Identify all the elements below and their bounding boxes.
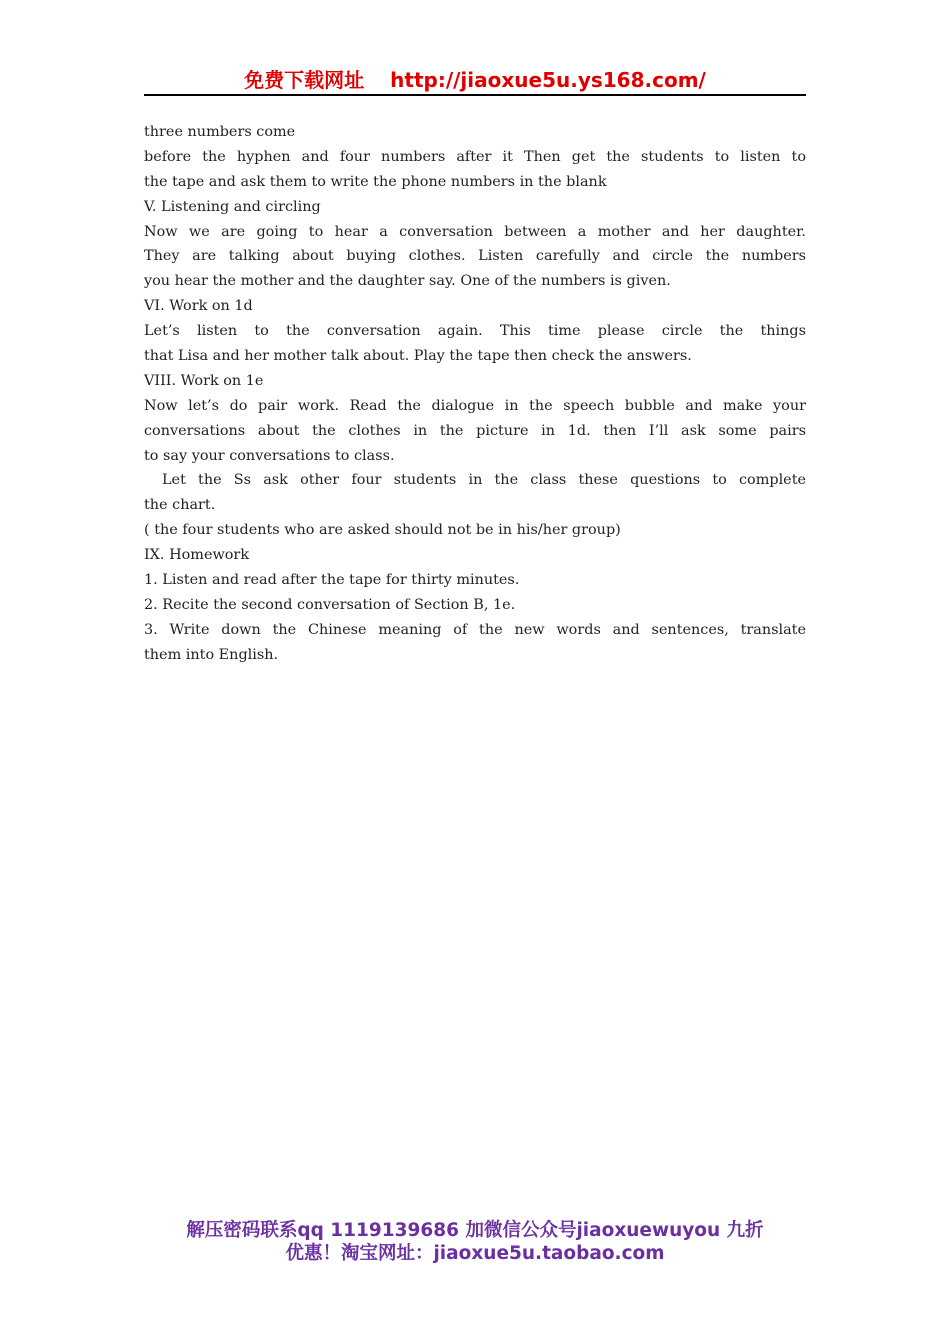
footer-shop-line: 优惠！淘宝网址：jiaoxue5u.taobao.com	[285, 1243, 665, 1264]
section-heading: V. Listening and circling	[144, 198, 321, 215]
text-line: They are talking about buying clothes. Listen carefully and circle the numbers	[144, 248, 806, 265]
section-heading: VI. Work on 1d	[144, 298, 253, 315]
homework-item: 1. Listen and read after the tape for thirty minutes.	[144, 572, 520, 589]
homework-item: 2. Recite the second conversation of Section B, 1e.	[144, 596, 516, 613]
section-heading: VIII. Work on 1e	[144, 372, 264, 389]
text-line: Now we are going to hear a conversation between a mother and her daughter.	[144, 223, 806, 240]
text-line: the chart.	[144, 497, 216, 514]
header-url-link[interactable]: http://jiaoxue5u.ys168.com/	[390, 68, 706, 92]
page-header	[144, 66, 806, 96]
homework-item: 3. Write down the Chinese meaning of the new words and sentences, translate	[144, 621, 806, 638]
text-line: before the hyphen and four numbers after it Then get the students to listen to	[144, 148, 806, 165]
text-line: you hear the mother and the daughter say. One of the numbers is given.	[144, 273, 671, 290]
text-line: to say your conversations to class.	[144, 447, 395, 464]
text-line: Now let’s do pair work. Read the dialogue in the speech bubble and make your	[144, 397, 806, 414]
text-line: ( the four students who are asked should not be in his/her group)	[144, 522, 621, 539]
section-heading: IX. Homework	[144, 547, 250, 564]
text-line: that Lisa and her mother talk about. Play the tape then check the answers.	[144, 348, 692, 365]
text-line: Let’s listen to the conversation again. This time please circle the things	[144, 323, 806, 340]
footer-contact-line: 解压密码联系qq 1119139686 加微信公众号jiaoxuewuyou 九折	[186, 1220, 764, 1241]
text-line: Let the Ss ask other four students in the class these questions to complete	[162, 472, 806, 489]
text-line: conversations about the clothes in the picture in 1d. then I’ll ask some pairs	[144, 422, 806, 439]
text-line: three numbers come	[144, 124, 296, 140]
text-line: the tape and ask them to write the phone numbers in the blank	[144, 173, 607, 190]
header-label: 免费下载网址	[244, 68, 365, 92]
text-line: them into English.	[144, 646, 279, 663]
document-body	[144, 120, 806, 668]
